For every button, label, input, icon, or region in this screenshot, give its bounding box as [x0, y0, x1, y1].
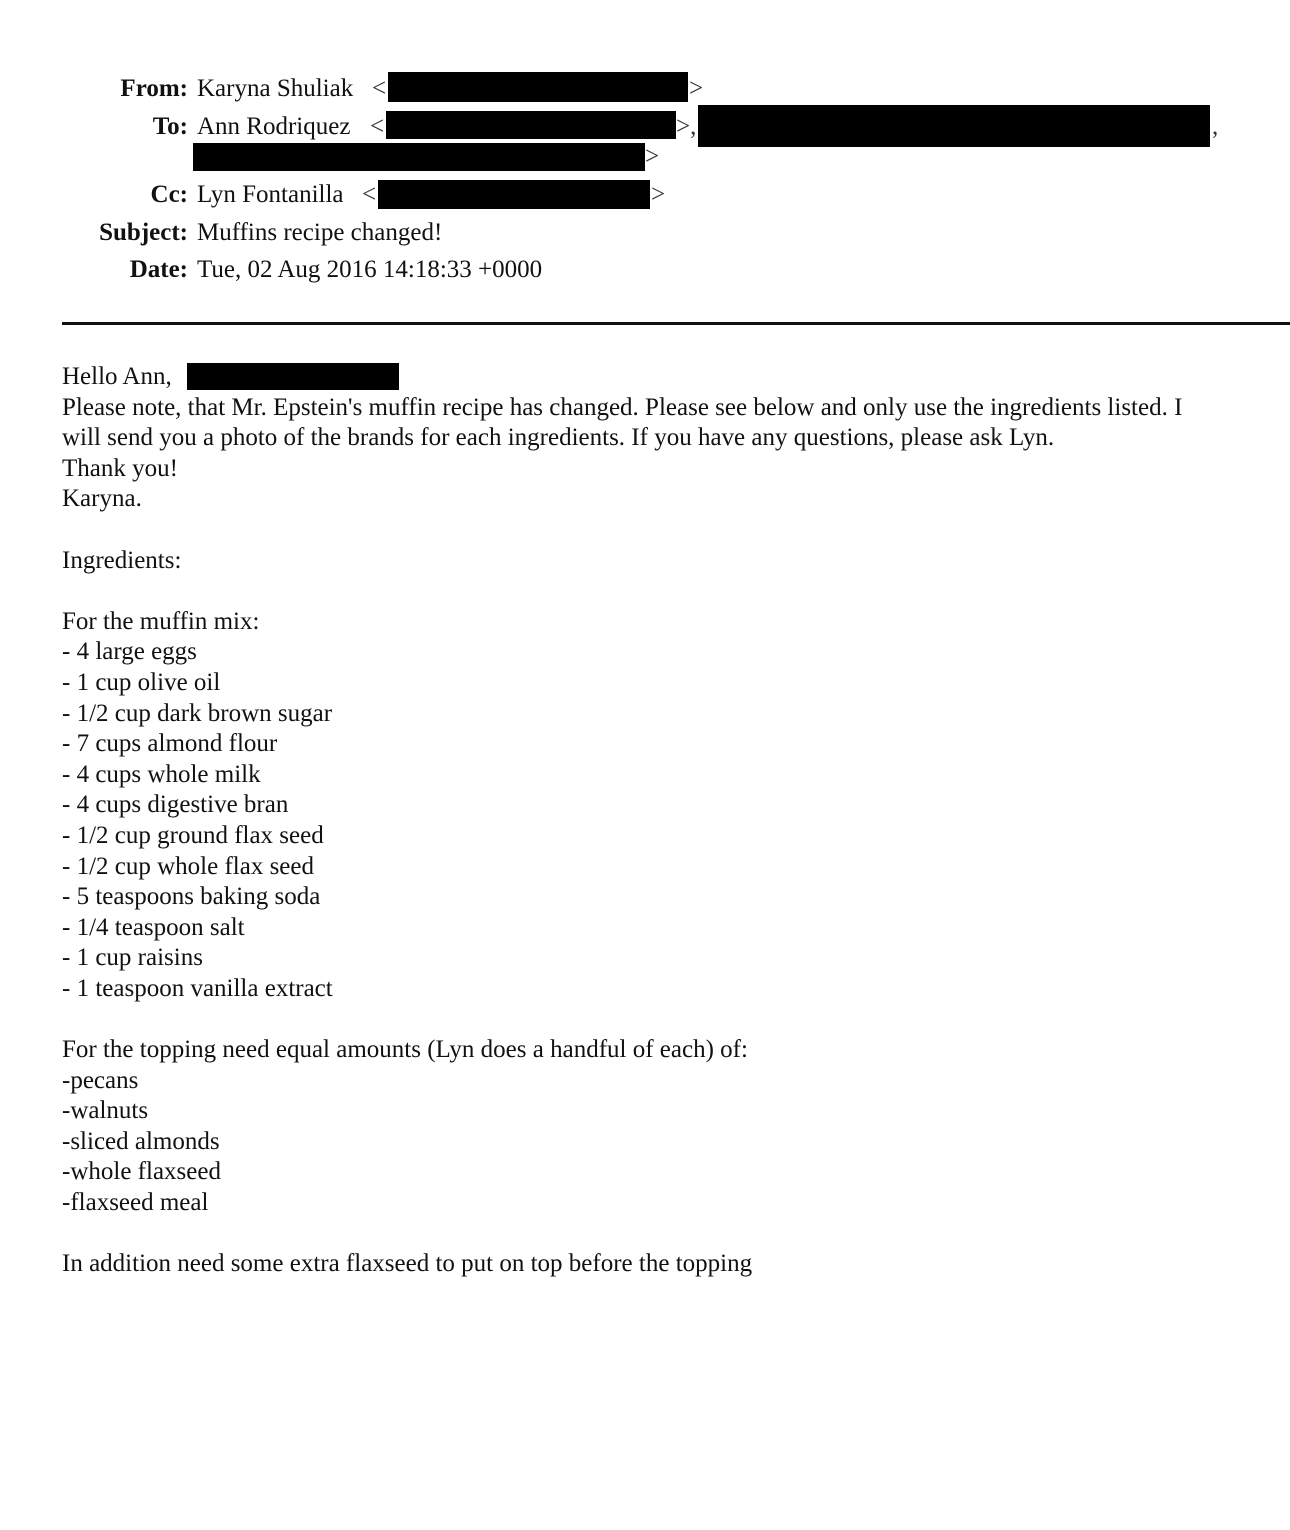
- to-email-redaction-2: [698, 105, 1210, 147]
- blank-line: [62, 1219, 1182, 1250]
- list-item: - 1/2 cup ground flax seed: [62, 821, 324, 849]
- subject-value: Muffins recipe changed!: [197, 219, 443, 246]
- closing-note: In addition need some extra flaxseed to put on top before the topping: [62, 1250, 753, 1278]
- list-item: - 1/4 teaspoon salt: [62, 913, 245, 941]
- thanks-line: Thank you!: [62, 454, 178, 482]
- list-item: - 1 cup olive oil: [62, 668, 221, 696]
- list-item: -flaxseed meal: [62, 1189, 209, 1217]
- list-item: - 1/2 cup whole flax seed: [62, 852, 315, 880]
- email-body: [62, 362, 1182, 1280]
- list-item: -whole flaxseed: [62, 1158, 221, 1186]
- topping-heading: For the topping need equal amounts (Lyn does a handful of each) of:: [62, 1036, 748, 1064]
- blank-line: [62, 576, 1182, 607]
- body-paragraph-line-1: Please note, that Mr. Epstein's muffin recipe has changed. Please see below and only use the ingredients listed. I: [62, 393, 1183, 421]
- date-label: Date:: [129, 256, 188, 283]
- list-item: - 1 cup raisins: [62, 944, 203, 972]
- cc-open-bracket: <: [362, 181, 377, 208]
- to-close-bracket-1: >,: [676, 113, 697, 140]
- list-item: -pecans: [62, 1066, 139, 1094]
- to-email-redaction-3: [193, 143, 645, 171]
- list-item: - 4 cups digestive bran: [62, 791, 289, 819]
- to-trailing-comma: ,: [1212, 113, 1219, 140]
- list-item: - 1 teaspoon vanilla extract: [62, 974, 333, 1002]
- date-value: Tue, 02 Aug 2016 14:18:33 +0000: [197, 256, 543, 283]
- list-item: - 4 cups whole milk: [62, 760, 261, 788]
- from-name: Karyna Shuliak: [197, 75, 354, 102]
- to-email-redaction-1: [386, 111, 676, 139]
- from-open-bracket: <: [372, 75, 387, 102]
- greeting: Hello Ann,: [62, 363, 172, 390]
- list-item: - 5 teaspoons baking soda: [62, 883, 321, 911]
- subject-label: Subject:: [99, 219, 188, 246]
- cc-email-redaction: [378, 180, 650, 209]
- to-label: To:: [152, 113, 188, 140]
- header-divider: [62, 322, 1290, 325]
- list-item: - 7 cups almond flour: [62, 730, 278, 758]
- list-item: -sliced almonds: [62, 1127, 220, 1155]
- from-close-bracket: >: [689, 75, 704, 102]
- muffin-mix-heading: For the muffin mix:: [62, 607, 260, 635]
- ingredients-heading: Ingredients:: [62, 546, 182, 574]
- cc-name: Lyn Fontanilla: [197, 181, 344, 208]
- to-name: Ann Rodriquez: [197, 113, 351, 140]
- to-close-bracket-3: >: [645, 143, 660, 170]
- list-item: - 1/2 cup dark brown sugar: [62, 699, 333, 727]
- signature-line: Karyna.: [62, 485, 142, 513]
- blank-line: [62, 515, 1182, 546]
- to-open-bracket: <: [370, 113, 385, 140]
- blank-line: [62, 1004, 1182, 1035]
- from-label: From:: [120, 75, 188, 102]
- list-item: - 4 large eggs: [62, 638, 197, 666]
- from-email-redaction: [388, 72, 688, 102]
- header-date-row: [0, 253, 720, 287]
- list-item: -walnuts: [62, 1097, 149, 1125]
- body-paragraph-line-2: will send you a photo of the brands for each ingredients. If you have any questions, please ask Lyn.: [62, 424, 1055, 452]
- cc-close-bracket: >: [651, 181, 666, 208]
- header-subject-row: [0, 216, 720, 250]
- cc-label: Cc:: [150, 181, 188, 208]
